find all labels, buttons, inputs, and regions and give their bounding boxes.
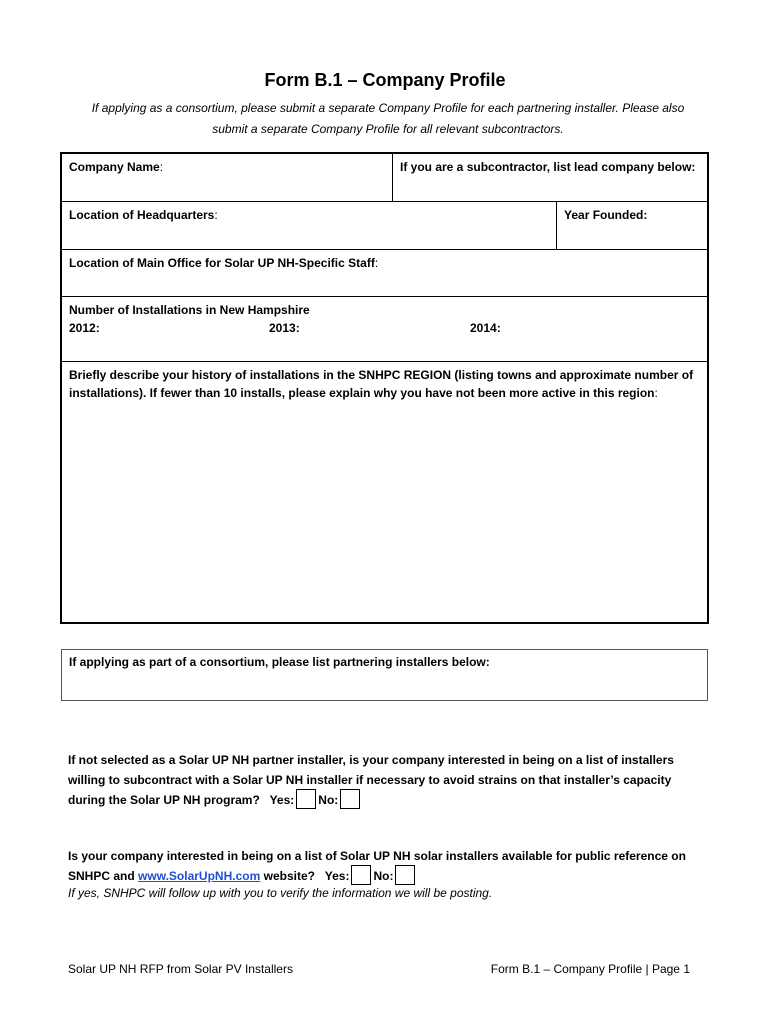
public-reference-question-line-1: Is your company interested in being on a list of Solar UP NH solar installers available for public reference on [68, 849, 686, 863]
year-2012-label: 2012: [69, 321, 100, 335]
solarupnh-link[interactable]: www.SolarUpNH.com [138, 869, 261, 883]
year-2014-label: 2014: [470, 321, 501, 335]
public-reference-no-checkbox[interactable] [395, 865, 415, 885]
subcontract-yes-label: Yes: [269, 793, 295, 807]
main-office-label: Location of Main Office for Solar UP NH-Specific Staff [69, 256, 375, 270]
company-name-label: Company Name [69, 160, 160, 174]
history-colon: : [654, 386, 658, 400]
history-label-line-1: Briefly describe your history of installations in the SNHPC REGION (listing towns and approximate number of [69, 368, 694, 382]
subcontract-question-line-3 [68, 790, 708, 811]
public-reference-question [68, 846, 708, 887]
public-reference-yes-label: Yes: [324, 869, 350, 883]
installations-label: Number of Installations in New Hampshire [69, 303, 310, 317]
subcontract-no-label: No: [318, 793, 339, 807]
subcontract-yes-checkbox[interactable] [296, 789, 316, 809]
public-reference-no-label: No: [373, 869, 394, 883]
lead-company-field[interactable] [392, 154, 707, 201]
row-main-office [62, 250, 707, 297]
company-profile-form [60, 152, 709, 624]
subcontract-question [68, 750, 708, 811]
history-label-line-2 [69, 384, 700, 402]
subcontract-question-text: during the Solar UP NH program? [68, 793, 260, 807]
footer-left: Solar UP NH RFP from Solar PV Installers [68, 962, 293, 976]
public-reference-question-line-2 [68, 866, 708, 887]
public-reference-prefix: SNHPC and [68, 869, 135, 883]
history-label-line-2-text: installations). If fewer than 10 installs, please explain why you have not been more active in this region [69, 386, 655, 400]
headquarters-label: Location of Headquarters [69, 208, 215, 222]
row-company-name [62, 154, 707, 202]
year-2013-label: 2013: [269, 321, 300, 335]
subtitle-line-1: If applying as a consortium, please submit a separate Company Profile for each partnering installer. Please also [91, 101, 685, 115]
main-office-field[interactable] [62, 250, 707, 296]
subcontract-question-line-2: willing to subcontract with a Solar UP NH installer if necessary to avoid strains on that installer’s capacity [68, 773, 672, 787]
company-name-field[interactable] [62, 154, 392, 201]
row-history [62, 362, 707, 622]
consortium-label: If applying as part of a consortium, please list partnering installers below: [69, 655, 490, 669]
row-installations [62, 297, 707, 362]
year-founded-field[interactable] [556, 202, 707, 249]
installations-field[interactable] [62, 297, 707, 361]
lead-company-label: If you are a subcontractor, list lead company below: [400, 160, 696, 174]
headquarters-colon: : [214, 208, 218, 222]
subtitle-line-2: submit a separate Company Profile for all relevant subcontractors. [212, 122, 564, 136]
headquarters-field[interactable] [62, 202, 556, 249]
consortium-field[interactable] [61, 649, 708, 701]
history-field[interactable] [62, 362, 707, 622]
page-subtitle [66, 98, 710, 140]
public-reference-yes-checkbox[interactable] [351, 865, 371, 885]
page-title: Form B.1 – Company Profile [264, 70, 506, 90]
company-name-colon: : [159, 160, 164, 174]
subcontract-question-line-1: If not selected as a Solar UP NH partner installer, is your company interested in being on a list of installers [68, 753, 674, 767]
footer-right: Form B.1 – Company Profile | Page 1 [490, 962, 690, 976]
public-reference-suffix: website? [263, 869, 315, 883]
subcontract-no-checkbox[interactable] [340, 789, 360, 809]
row-headquarters [62, 202, 707, 250]
main-office-colon: : [374, 256, 379, 270]
follow-up-note: If yes, SNHPC will follow up with you to verify the information we will be posting. [68, 886, 493, 900]
year-founded-label: Year Founded: [564, 208, 648, 222]
